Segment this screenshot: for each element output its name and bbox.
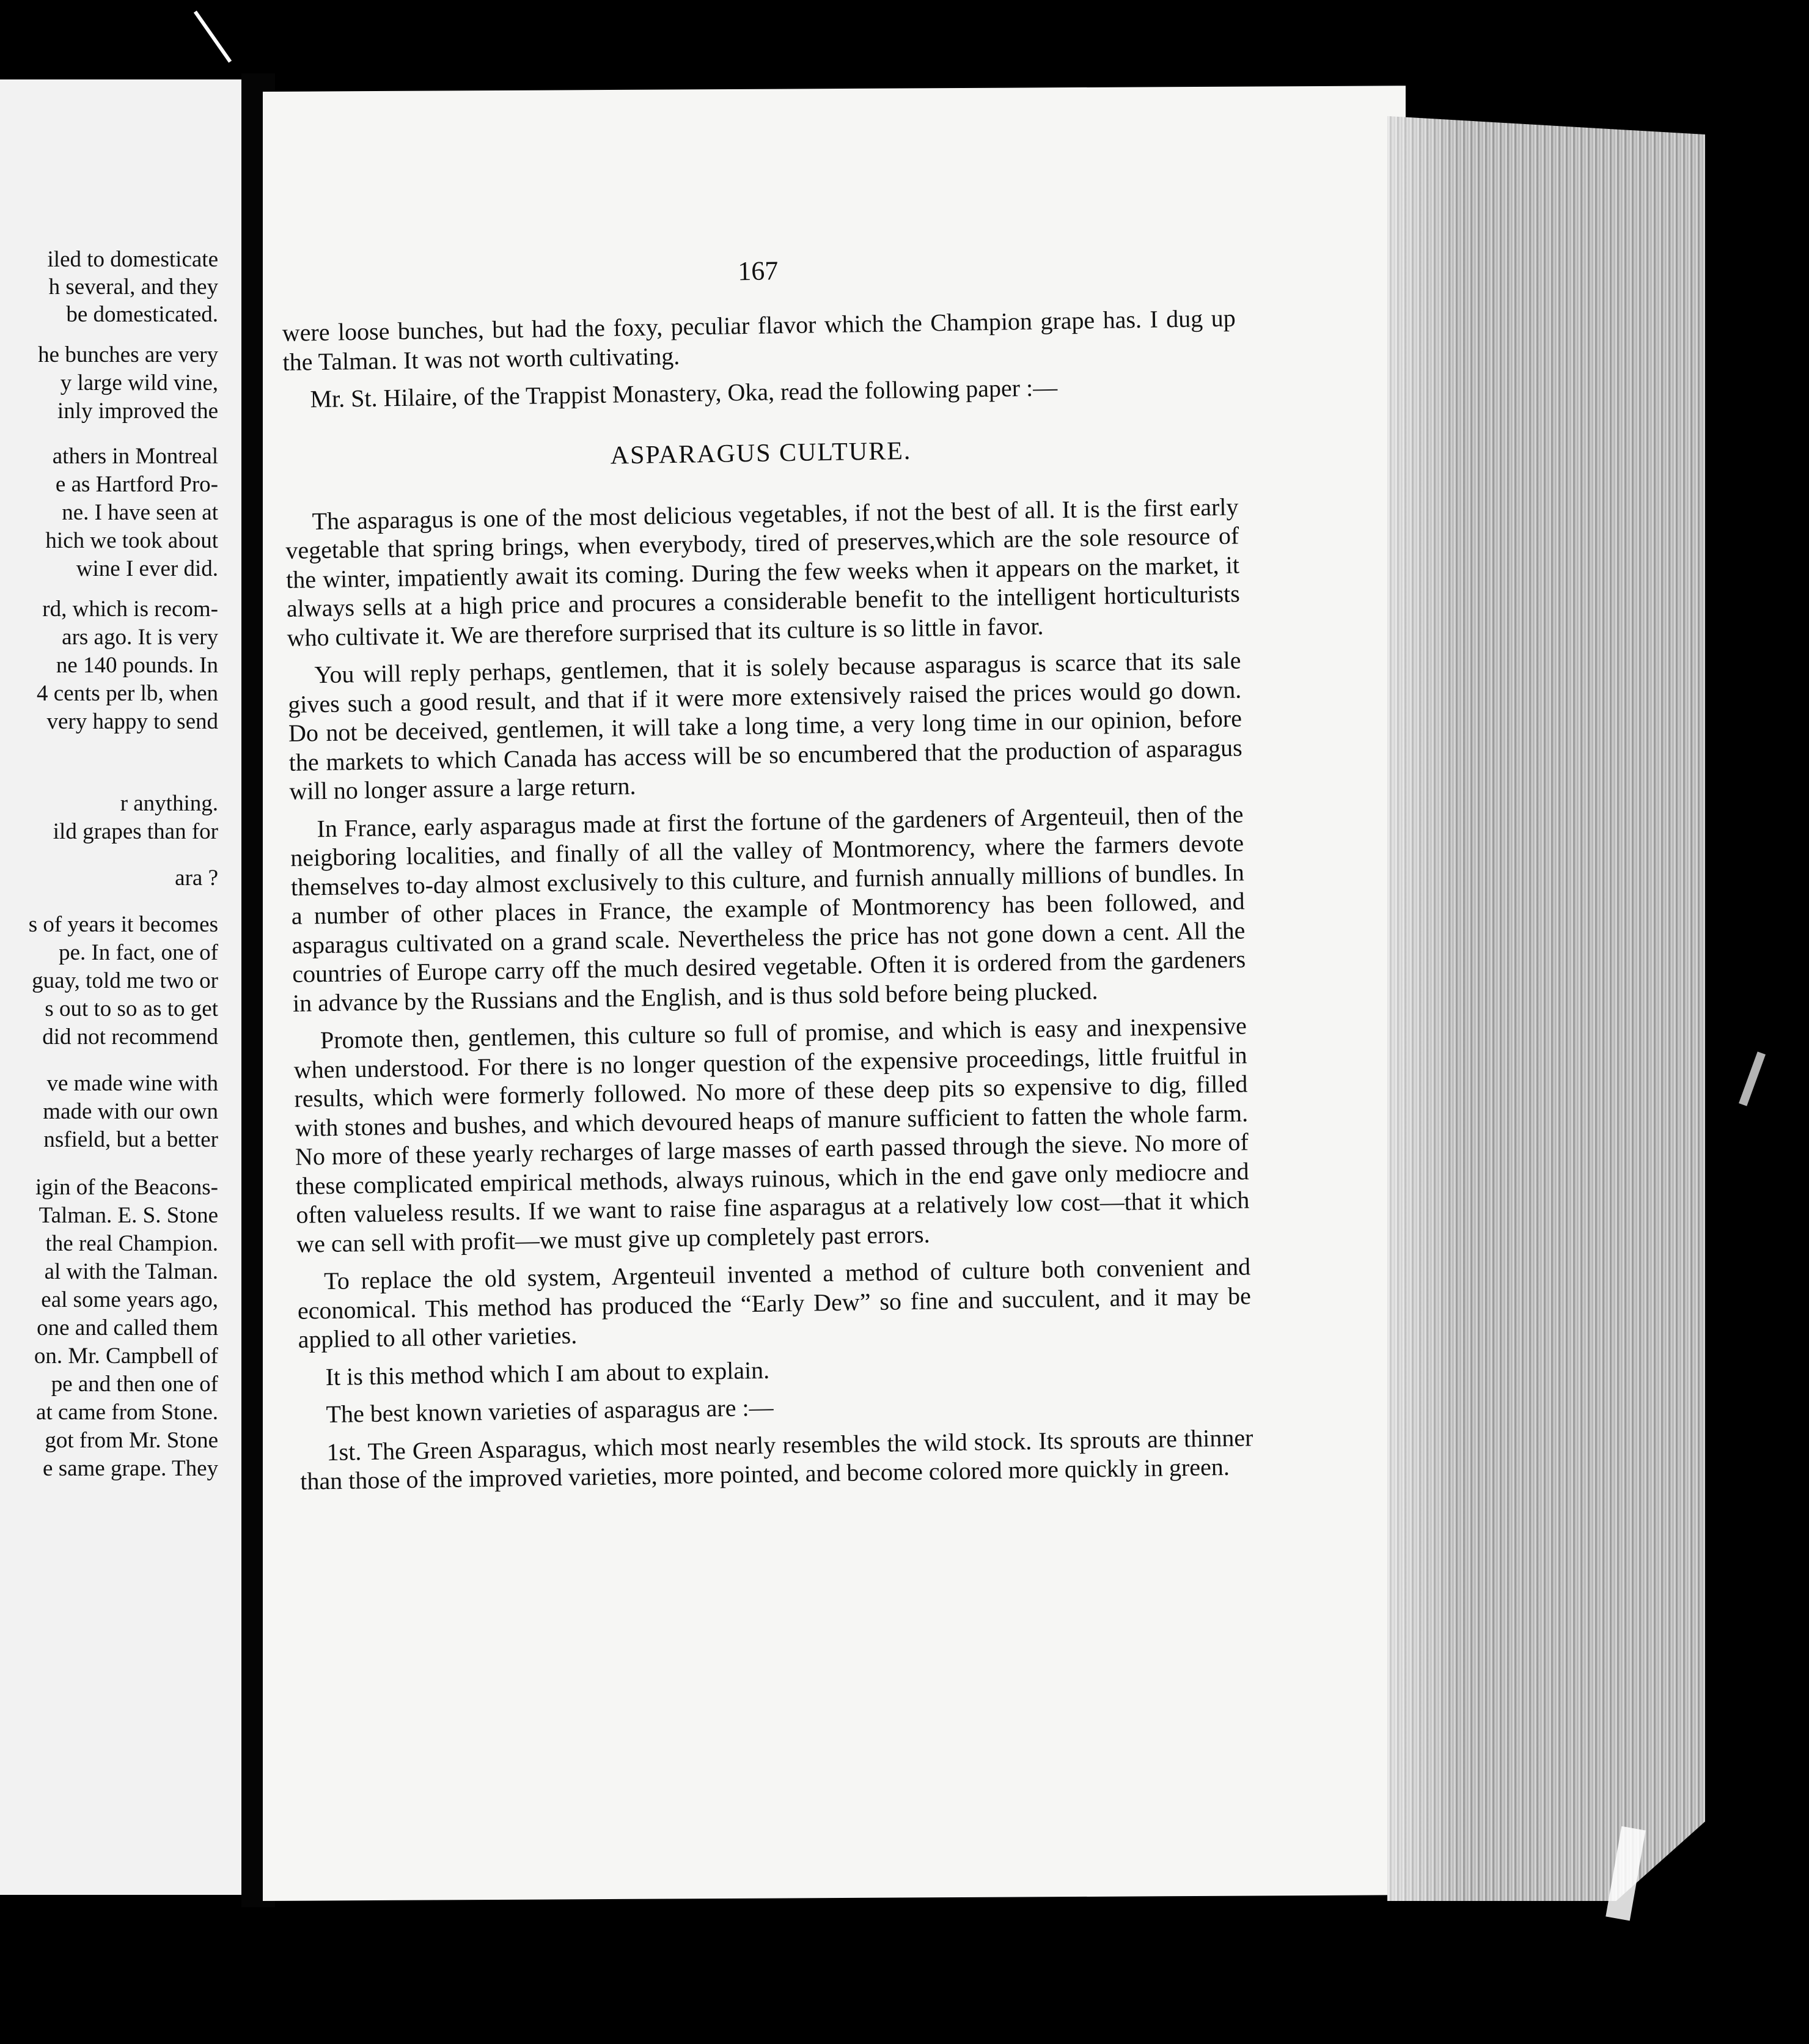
left-page-line: 4 cents per lb, when bbox=[37, 681, 218, 706]
left-page-line: al with the Talman. bbox=[44, 1259, 218, 1284]
left-page-line: e as Hartford Pro- bbox=[55, 472, 218, 497]
left-page-line: very happy to send bbox=[46, 709, 218, 734]
left-page-line: he bunches are very bbox=[38, 342, 218, 367]
left-page-line: s of years it becomes bbox=[28, 912, 218, 937]
left-page-line: ars ago. It is very bbox=[62, 625, 218, 650]
left-page-line: r anything. bbox=[120, 791, 218, 816]
left-page-line: rd, which is recom- bbox=[42, 597, 218, 622]
intro-paragraph: were loose bunches, but had the foxy, peculiar flavor which the Champion grape has. I dug up the Talman. It was not worth cultivating. bbox=[282, 304, 1236, 376]
body-paragraph: You will reply perhaps, gentlemen, that it is solely because asparagus is scarce that its sale gives such a good result, and that if it were more extensively raised the prices would go down. Do not be deceived, gentlemen, it will take a long time, a very long time in our opinion, before the markets to which Canada has access will be so encumbered that the production of asparagus will no longer assure a large return. bbox=[287, 646, 1242, 805]
left-page-line: be domesticated. bbox=[66, 302, 218, 327]
left-page-line: ve made wine with bbox=[46, 1071, 218, 1096]
left-page-line: e same grape. They bbox=[43, 1456, 218, 1481]
body-paragraph: In France, early asparagus made at first the fortune of the gardeners of Argenteuil, then of the neigboring localities, and finally of all the valley of Montmorency, where the farmers devote themselves to-day almost exclusively to this culture, and furnish annually millions of bundles. In a number of other places in France, the example of Montmorency has been followed, and asparagus cultivated on a grand scale. Nevertheless the price has not gone down a cent. All the countries of Europe carry off the much desired vegetable. Often it is ordered from the gardeners in advance by the Russians and the English, and is thus sold before being plucked. bbox=[290, 800, 1246, 1017]
left-page-line: guay, told me two or bbox=[32, 968, 218, 993]
left-page-line: h several, and they bbox=[48, 274, 218, 300]
body-paragraph: The best known varieties of asparagus are :— bbox=[326, 1393, 774, 1428]
left-page-line: made with our own bbox=[43, 1099, 218, 1124]
left-page-line: got from Mr. Stone bbox=[45, 1428, 218, 1453]
left-page-line: eal some years ago, bbox=[41, 1287, 218, 1312]
left-page-line: s out to so as to get bbox=[45, 996, 218, 1021]
scan-artifact bbox=[194, 10, 232, 62]
page-number: 167 bbox=[737, 256, 779, 287]
left-page-line: at came from Stone. bbox=[36, 1400, 218, 1425]
body-paragraph: To replace the old system, Argenteuil invented a method of culture both convenient and economical. This method has produced the “Early Dew” so fine and succulent, and it may be applied to all other varieties. bbox=[297, 1252, 1252, 1353]
left-page-line: ne 140 pounds. In bbox=[56, 653, 218, 678]
left-page-line: ara ? bbox=[175, 866, 218, 891]
left-page-line: did not recommend bbox=[42, 1024, 218, 1050]
article-text bbox=[281, 248, 1254, 1504]
body-paragraph: It is this method which I am about to explain. bbox=[325, 1356, 770, 1391]
body-paragraph: Promote then, gentlemen, this culture so full of promise, and which is easy and inexpensive when understood. For there is no longer question of the expensive proceedings, little fruitful in results, which were formerly followed. No more of these deep pits so expensive to dig, filled with stones and bushes, and which devoured heaps of manure sufficient to fatten the whole farm. No more of these yearly recharges of large masses of earth passed through the sieve. No more of these complicated empirical methods, always ruinous, which in the end gave only mediocre and often valueless results. If we want to raise fine asparagus at a relatively low cost—that it which we can sell with profit—we must give up completely past errors. bbox=[293, 1012, 1250, 1258]
intro-paragraph: Mr. St. Hilaire, of the Trappist Monastery, Oka, read the following paper :— bbox=[310, 373, 1058, 413]
left-page-line: athers in Montreal bbox=[52, 444, 218, 469]
left-page-line: igin of the Beacons- bbox=[35, 1175, 218, 1200]
left-page-line: hich we took about bbox=[45, 528, 218, 553]
body-paragraph: 1st. The Green Asparagus, which most nearly resembles the wild stock. Its sprouts are thinner than those of the improved varieties, more pointed, and become colored more quickly in green. bbox=[299, 1423, 1253, 1495]
left-page-line: Talman. E. S. Stone bbox=[39, 1203, 218, 1228]
left-page-line: ne. I have seen at bbox=[62, 500, 218, 525]
left-page-line: one and called them bbox=[37, 1315, 218, 1340]
body-paragraph: The asparagus is one of the most delicious vegetables, if not the best of all. It is the first early vegetable that spring brings, when everybody, tired of preserves,which are the sole resource of the winter, impatiently await its coming. During the few weeks when it appears on the market, it always sells at a high price and procures a considerable benefit to the intelligent horticulturists who cultivate it. We are therefore surprised that its culture is so little in favor. bbox=[285, 492, 1241, 652]
scan-artifact bbox=[1739, 1051, 1766, 1106]
left-page-line: pe. In fact, one of bbox=[59, 940, 218, 965]
left-page-line: pe and then one of bbox=[51, 1372, 218, 1397]
left-page-line: on. Mr. Campbell of bbox=[34, 1344, 218, 1369]
left-page-line: wine I ever did. bbox=[76, 556, 218, 581]
left-page-line: inly improved the bbox=[57, 399, 218, 424]
left-facing-page bbox=[0, 79, 241, 1895]
article-title: ASPARAGUS CULTURE. bbox=[610, 436, 912, 470]
page-edges bbox=[1387, 116, 1705, 1901]
left-page-line: the real Champion. bbox=[45, 1231, 218, 1256]
left-page-line: nsfield, but a better bbox=[43, 1127, 218, 1152]
left-page-line: ild grapes than for bbox=[53, 819, 218, 844]
left-page-line: y large wild vine, bbox=[60, 370, 218, 395]
left-page-line: iled to domesticate bbox=[47, 247, 218, 272]
